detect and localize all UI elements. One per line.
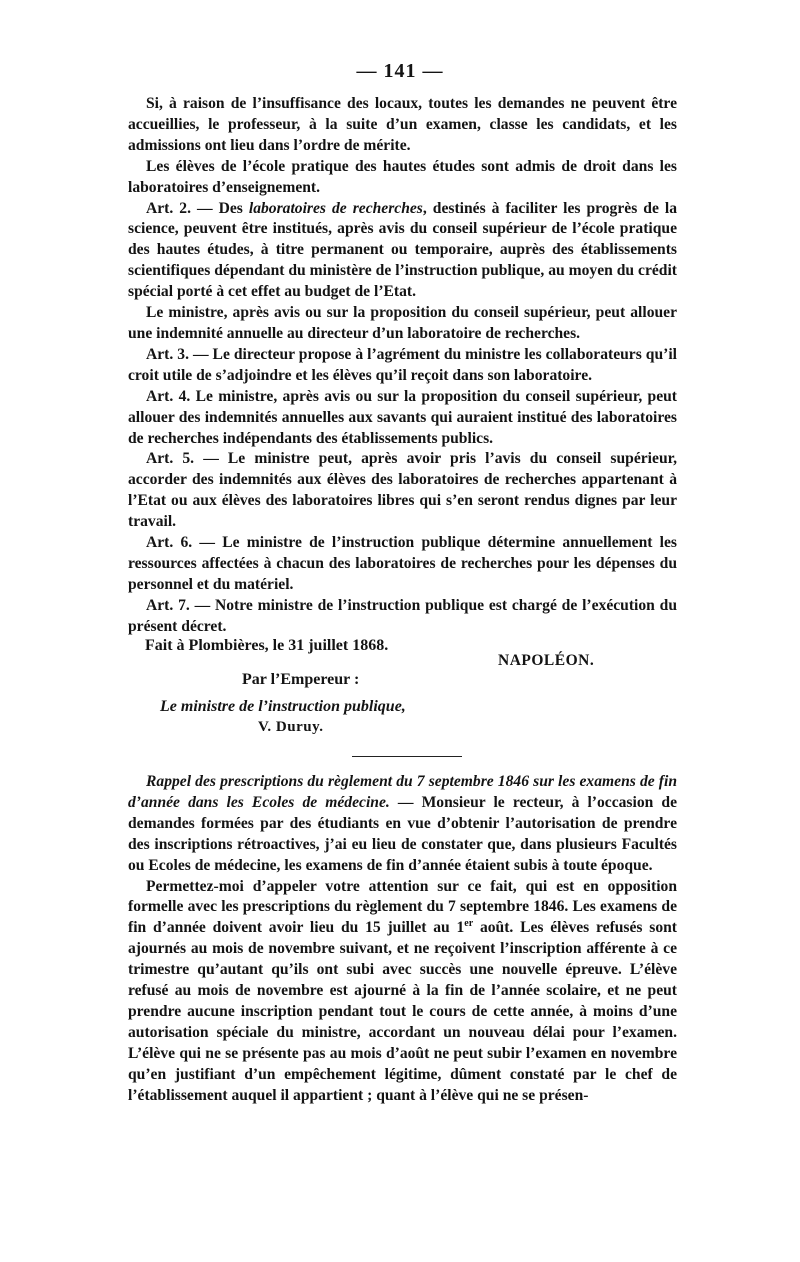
signature-role: Le ministre de l’instruction publique, <box>160 698 406 715</box>
examens-text-start: Permettez-moi d’appeler votre attention sur ce fait, qui est en opposition formelle avec les prescriptions du règlement du 7 septembre 1846. Les examens de fin d’année doivent avoir lieu du 15 juillet au 1 <box>128 877 677 937</box>
paragraph-high-studies-students: Les élèves de l’école pratique des hautes études sont admis de droit dans les laboratoires d’enseignement. <box>128 157 677 196</box>
decree-articles <box>128 94 677 638</box>
signature-minister: V. Duruy. <box>258 719 324 735</box>
paragraph-article-6: Art. 6. — Le ministre de l’instruction publique détermine annuellement les ressources affectées à chacun des laboratoires de recherches pour les dépenses du personnel et du matériel. <box>128 534 677 593</box>
examens-text-end: août. Les élèves refusés sont ajournés au mois de novembre suivant, et ne reçoivent l’inscription afférente à ce trimestre qu’autant qu’ils ont subi avec succès une nouvelle épreuve. L’élève refusé au mois de novembre est ajourné à la fin de l’année scolaire, et ne peut prendre aucune inscription pendant tout le cours de cette année, à moins d’une autorisation spéciale du ministre, accordant un nouveau délai pour l’examen. L’élève qui ne se présente pas au mois d’août ne peut subir l’examen en novembre qu’en justifiant d’un empêchement légitime, dûment constaté par le chef de l’établissement auquel il appartient ; quant à l’élève qui ne se présen- <box>128 919 678 1104</box>
signature-emperor: NAPOLÉON. <box>498 652 595 669</box>
signature-by-line: Par l’Empereur : <box>242 671 360 688</box>
article-2-lead: Art. 2. — Des <box>146 199 249 217</box>
rappel-text: — Monsieur le recteur, à l’occasion de demandes formées par des étudiants en vue d’obtenir l’autorisation de prendre des inscriptions rétroactives, j’ai eu lieu de constater que, dans plusieurs Facultés ou Ecoles de médecine, les examens de fin d’année étaient subis à toute époque. <box>128 793 677 874</box>
rappel-section <box>128 772 677 1107</box>
article-2-italic-term: laboratoires de recherches <box>248 199 423 217</box>
paragraph-article-3: Art. 3. — Le directeur propose à l’agrément du ministre les collaborateurs qu’il croit utile de s’adjoindre et les élèves qu’il reçoit dans son laboratoire. <box>128 345 677 384</box>
paragraph-article-2 <box>128 199 677 304</box>
paragraph-minister-indemnity: Le ministre, après avis ou sur la proposition du conseil supérieur, peut allouer une indemnité annuelle au directeur d’un laboratoire de recherches. <box>128 304 677 342</box>
article-2-text: , destinés à faciliter les progrès de la science, peuvent être institués, après avis du conseil supérieur de l’école pratique des hautes études, à titre permanent ou temporaire, auprès des établissements scientifiques dépendant du ministère de l’instruction publique, au moyen du crédit spécial porté à cet effet au budget de l’Etat. <box>128 199 678 301</box>
paragraph-rappel <box>128 772 677 877</box>
paragraph-examens <box>128 877 677 1107</box>
paragraph-article-5: Art. 5. — Le ministre peut, après avoir pris l’avis du conseil supérieur, accorder des indemnités aux élèves des laboratoires de recherches appartenant à l’Etat ou aux élèves des laboratoires libres qui s’en seront rendus dignes par leur travail. <box>128 450 677 531</box>
paragraph-insufficient-space: Si, à raison de l’insuffisance des locaux, toutes les demandes ne peuvent être accueillies, le professeur, à la suite d’un examen, classe les candidats, et les admissions ont lieu dans l’ordre de mérite. <box>128 95 677 154</box>
section-divider <box>352 756 462 757</box>
paragraph-article-4: Art. 4. Le ministre, après avis ou sur la proposition du conseil supérieur, peut allouer des indemnités annuelles aux savants qui auraient institué des laboratoires de recherches indépendants des établissements publics. <box>128 387 677 447</box>
paragraph-article-7: Art. 7. — Notre ministre de l’instruction publique est chargé de l’exécution du présent décret. <box>128 596 677 635</box>
signature-date-line: Fait à Plombières, le 31 juillet 1868. <box>145 637 389 654</box>
page-number: — 141 — <box>356 60 444 82</box>
superscript-er: er <box>464 918 474 930</box>
rappel-title: Rappel des prescriptions du règlement du 7 septembre 1846 sur les examens de fin d’année dans les Ecoles de médecine. <box>128 773 677 811</box>
